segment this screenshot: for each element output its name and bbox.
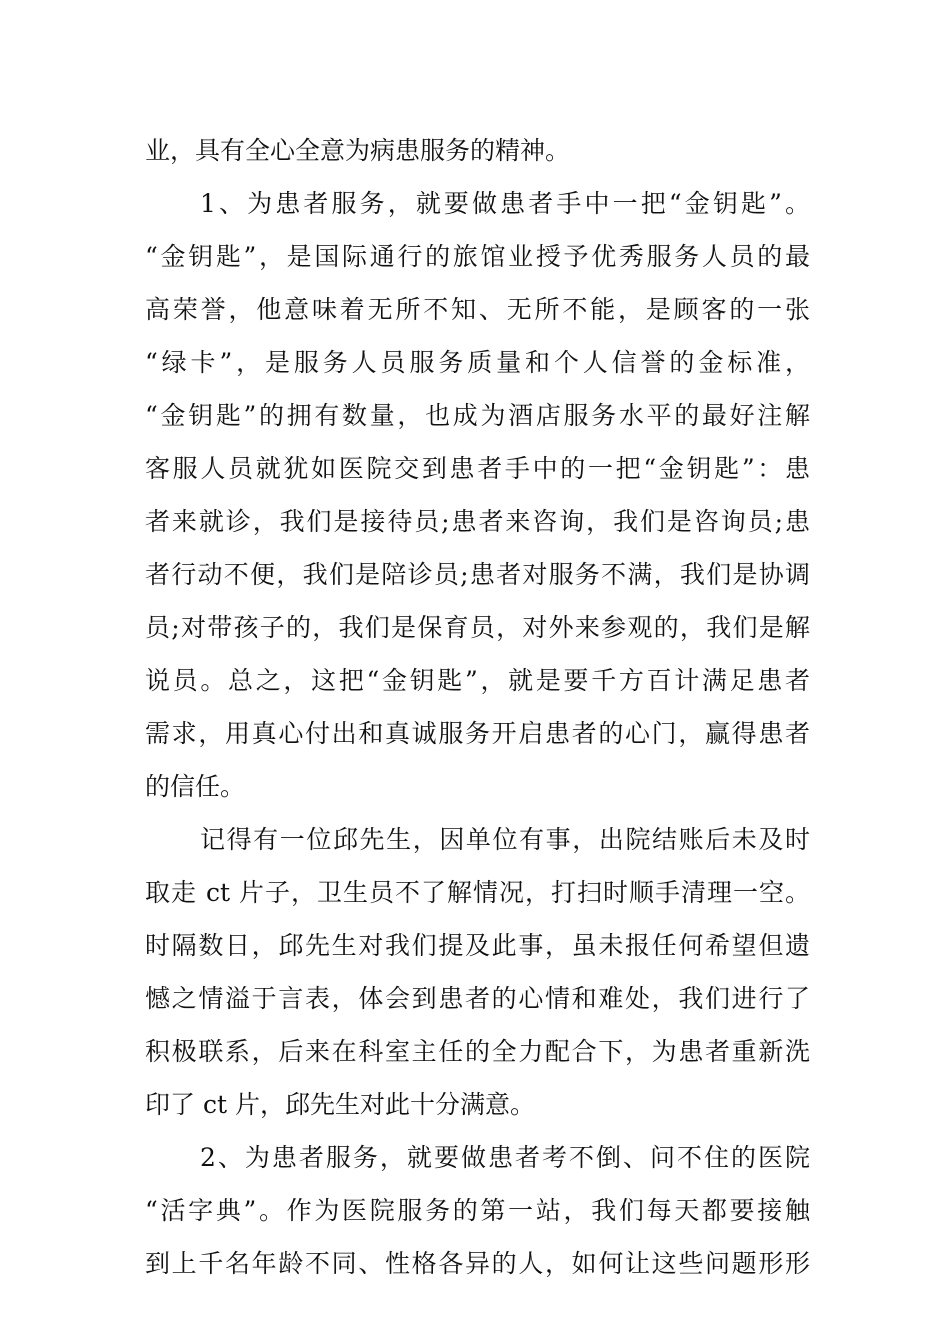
text-line: 需求，用真心付出和真诚服务开启患者的心门，赢得患者 (145, 719, 810, 748)
text-line: 高荣誉，他意味着无所不知、无所不能，是顾客的一张 (145, 295, 810, 324)
text-line: 时隔数日，邱先生对我们提及此事，虽未报任何希望但遗 (145, 931, 810, 960)
text-line: 客服人员就犹如医院交到患者手中的一把“金钥匙”：患 (145, 454, 810, 483)
text-line: 员;对带孩子的，我们是保育员，对外来参观的，我们是解 (145, 613, 810, 642)
text-line: 积极联系，后来在科室主任的全力配合下，为患者重新洗 (145, 1037, 810, 1066)
text-line: 者行动不便，我们是陪诊员;患者对服务不满，我们是协调 (145, 560, 810, 589)
text-line: “金钥匙”的拥有数量，也成为酒店服务水平的最好注解 (145, 401, 810, 430)
text-line: 业，具有全心全意为病患服务的精神。 (145, 136, 571, 165)
body-text (145, 124, 810, 1290)
text-line: “金钥匙”，是国际通行的旅馆业授予优秀服务人员的最 (145, 242, 810, 271)
text-line: “活字典”。作为医院服务的第一站，我们每天都要接触 (145, 1196, 810, 1225)
text-line: 的信任。 (145, 772, 246, 801)
text-line: 记得有一位邱先生，因单位有事，出院结账后未及时 (200, 825, 810, 854)
text-line: 说员。总之，这把“金钥匙”，就是要千方百计满足患者 (145, 666, 810, 695)
text-line: 1、为患者服务，就要做患者手中一把“金钥匙”。 (200, 189, 810, 218)
text-line: 印了 ct 片，邱先生对此十分满意。 (145, 1090, 535, 1119)
text-line: 2、为患者服务，就要做患者考不倒、问不住的医院 (200, 1143, 810, 1172)
text-line: 者来就诊，我们是接待员;患者来咨询，我们是咨询员;患 (145, 507, 810, 536)
text-line: 取走 ct 片子，卫生员不了解情况，打扫时顺手清理一空。 (145, 878, 810, 907)
text-line: 憾之情溢于言表，体会到患者的心情和难处，我们进行了 (145, 984, 810, 1013)
text-line: “绿卡”，是服务人员服务质量和个人信誉的金标准， (145, 348, 810, 377)
text-line: 到上千名年龄不同、性格各异的人，如何让这些问题形形 (145, 1249, 810, 1278)
